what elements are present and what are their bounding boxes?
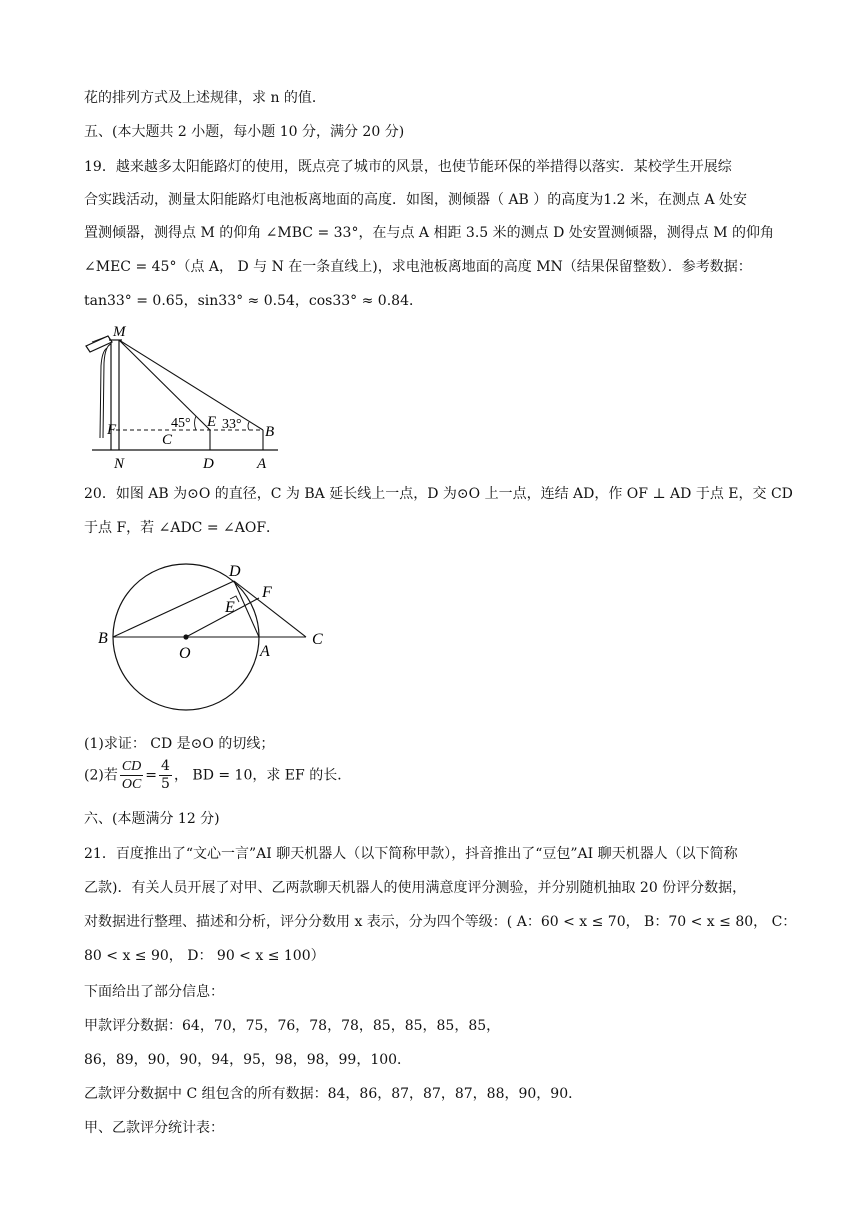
label-A: A xyxy=(257,456,267,472)
label-angle-45: 45° xyxy=(171,416,191,431)
label-angle-33: 33° xyxy=(222,417,242,432)
label-D: D xyxy=(229,563,241,580)
fraction-denominator: 5 xyxy=(161,776,170,792)
label-O: O xyxy=(179,645,191,662)
q21-data-b-group-c: 乙款评分数据中 C 组包含的所有数据：84，86，87，87，87，88，90，90． xyxy=(84,1086,583,1102)
label-F: F xyxy=(107,422,117,438)
q19-line-3: 置测倾器，测得点 M 的仰角 ∠MBC = 33°，在与点 A 相距 3.5 米的测点 D 处安置测倾器，测得点 M 的仰角 xyxy=(84,225,774,241)
equals-sign: = xyxy=(145,767,158,784)
label-B: B xyxy=(265,424,275,440)
q19-line-2: 合实践活动，测量太阳能路灯电池板离地面的高度．如图，测倾器（ AB ）的高度为1.2 米，在测点 A 处安 xyxy=(84,192,748,208)
q20-line-1: 20．如图 AB 为⊙O 的直径，C 为 BA 延长线上一点，D 为⊙O 上一点，连结 AD，作 OF ⊥ AD 于点 E，交 CD xyxy=(84,486,793,502)
q20-part-2 xyxy=(84,758,820,793)
q20-part-2-prefix: (2)若 xyxy=(84,767,118,784)
label-D: D xyxy=(203,456,214,472)
fraction-4-5 xyxy=(159,758,172,793)
label-B: B xyxy=(98,630,108,647)
label-F: F xyxy=(262,584,272,601)
figure-solar-light xyxy=(72,318,292,474)
section-six-heading: 六、(本题满分 12 分) xyxy=(84,811,220,827)
label-E: E xyxy=(225,599,235,616)
q19-line-1: 19．越来越多太阳能路灯的使用，既点亮了城市的风景，也使节能环保的举措得以落实．某校学生开展综 xyxy=(84,159,732,175)
label-C: C xyxy=(162,432,173,448)
q19-reference-data: tan33° = 0.65，sin33° ≈ 0.54，cos33° ≈ 0.84． xyxy=(84,293,423,309)
fraction-numerator: CD xyxy=(121,759,142,774)
q21-line-3: 对数据进行整理、描述和分析，评分分数用 x 表示，分为四个等级：( A：60 < x ≤ 70， B：70 < x ≤ 80， C： xyxy=(84,914,797,930)
label-E: E xyxy=(207,414,217,430)
q21-line-1: 21．百度推出了“文心一言”AI 聊天机器人（以下简称甲款），抖音推出了“豆包”AI 聊天机器人（以下简称 xyxy=(84,846,738,862)
q21-line-4: 80 < x ≤ 90， D： 90 < x ≤ 100） xyxy=(84,948,325,964)
section-five-heading: 五、(本大题共 2 小题，每小题 10 分，满分 20 分) xyxy=(84,124,405,140)
q21-data-a-2: 86，89，90，90，94，95，98，98，99，100． xyxy=(84,1052,412,1068)
label-C: C xyxy=(312,631,323,648)
figure-circle-tangent xyxy=(94,558,344,718)
label-N: N xyxy=(114,456,125,472)
text-line-0: 花的排列方式及上述规律，求 n 的值． xyxy=(84,90,326,106)
q21-table-heading: 甲、乙款评分统计表： xyxy=(84,1120,224,1136)
q19-line-4: ∠MEC = 45°（点 A， D 与 N 在一条直线上)，求电池板离地面的高度 MN（结果保留整数）．参考数据： xyxy=(84,259,752,275)
fraction-denominator: OC xyxy=(121,777,142,792)
q20-line-2: 于点 F，若 ∠ADC = ∠AOF． xyxy=(84,520,281,536)
q21-info-heading: 下面给出了部分信息： xyxy=(84,984,224,1000)
q21-data-a-1: 甲款评分数据：64，70，75，76，78，78，85，85，85，85， xyxy=(84,1018,501,1034)
q21-line-2: 乙款)．有关人员开展了对甲、乙两款聊天机器人的使用满意度评分测验，并分别随机抽取 20 份评分数据， xyxy=(84,880,747,896)
label-M: M xyxy=(113,324,126,340)
q20-part-1: (1)求证： CD 是⊙O 的切线； xyxy=(84,736,275,752)
fraction-cd-oc xyxy=(120,758,143,793)
fraction-numerator: 4 xyxy=(161,758,170,774)
label-A: A xyxy=(260,643,270,660)
q20-part-2-suffix: ， BD = 10，求 EF 的长． xyxy=(173,767,352,784)
